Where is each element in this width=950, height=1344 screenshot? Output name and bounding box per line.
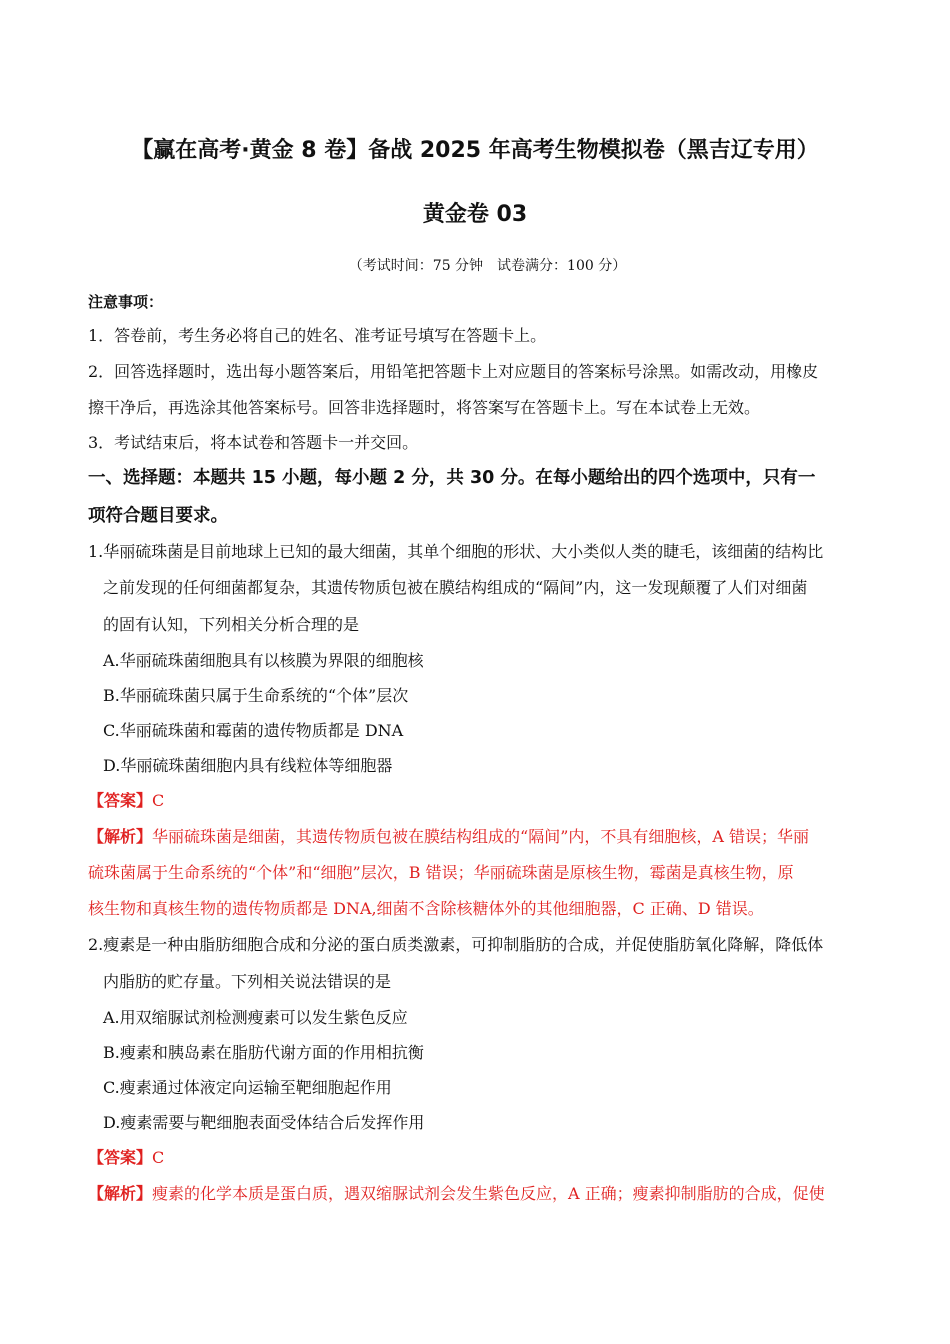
question-2-option-c: C.瘦素通过体液定向运输至靶细胞起作用 <box>103 1078 392 1097</box>
notice-item: 3．考试结束后，将本试卷和答题卡一并交回。 <box>88 433 419 452</box>
notice-item: 2．回答选择题时，选出每小题答案后，用铅笔把答题卡上对应题目的答案标号涂黑。如需改动，用橡皮 <box>88 362 819 381</box>
question-1-analysis-cont: 核生物和真核生物的遗传物质都是 DNA,细菌不含除核糖体外的其他细胞器，C 正确、D 错误。 <box>88 899 764 918</box>
question-2-option-b: B.瘦素和胰岛素在脂肪代谢方面的作用相抗衡 <box>103 1043 424 1062</box>
analysis-text: 华丽硫珠菌是细菌，其遗传物质包被在膜结构组成的“隔间”内，不具有细胞核，A 错误；华丽 <box>152 827 810 846</box>
question-2-analysis <box>88 1184 825 1204</box>
question-1-option-a: A.华丽硫珠菌细胞具有以核膜为界限的细胞核 <box>103 651 424 670</box>
exam-info: （考试时间：75 分钟 试卷满分：100 分） <box>348 258 627 274</box>
question-1-stem: 1.华丽硫珠菌是目前地球上已知的最大细菌，其单个细胞的形状、大小类似人类的睫毛，该细菌的结构比 <box>88 542 824 561</box>
page-title: 【赢在高考·黄金 8 卷】备战 2025 年高考生物模拟卷（黑吉辽专用） <box>131 138 819 163</box>
answer-value: C <box>152 791 165 810</box>
question-2-stem: 2.瘦素是一种由脂肪细胞合成和分泌的蛋白质类激素，可抑制脂肪的合成，并促使脂肪氧化降解，降低体 <box>88 935 824 954</box>
question-2-answer <box>88 1148 164 1168</box>
question-2-option-a: A.用双缩脲试剂检测瘦素可以发生紫色反应 <box>103 1008 408 1027</box>
question-1-stem: 的固有认知，下列相关分析合理的是 <box>103 615 360 634</box>
question-1-analysis <box>88 827 809 847</box>
question-2-option-d: D.瘦素需要与靶细胞表面受体结合后发挥作用 <box>103 1113 425 1132</box>
page-subtitle: 黄金卷 03 <box>422 202 528 227</box>
question-1-option-b: B.华丽硫珠菌只属于生命系统的“个体”层次 <box>103 686 409 705</box>
answer-value: C <box>152 1148 165 1167</box>
question-1-option-d: D.华丽硫珠菌细胞内具有线粒体等细胞器 <box>103 756 393 775</box>
analysis-label: 【解析】 <box>88 1184 153 1203</box>
question-1-option-c: C.华丽硫珠菌和霉菌的遗传物质都是 DNA <box>103 721 404 740</box>
analysis-text: 瘦素的化学本质是蛋白质，遇双缩脲试剂会发生紫色反应，A 正确；瘦素抑制脂肪的合成，促使 <box>152 1184 825 1203</box>
question-1-answer <box>88 791 164 811</box>
question-1-analysis-cont: 硫珠菌属于生命系统的“个体”和“细胞”层次，B 错误；华丽硫珠菌是原核生物，霉菌是真核生物，原 <box>88 863 794 882</box>
notice-heading: 注意事项： <box>88 293 164 311</box>
answer-label: 【答案】 <box>88 1148 153 1167</box>
analysis-label: 【解析】 <box>88 827 153 846</box>
question-2-stem: 内脂肪的贮存量。下列相关说法错误的是 <box>103 972 392 991</box>
section-heading-cont: 项符合题目要求。 <box>88 506 228 526</box>
answer-label: 【答案】 <box>88 791 153 810</box>
question-1-stem: 之前发现的任何细菌都复杂，其遗传物质包被在膜结构组成的“隔间”内，这一发现颠覆了人们对细菌 <box>103 578 808 597</box>
notice-item: 1．答卷前，考生务必将自己的姓名、准考证号填写在答题卡上。 <box>88 326 547 345</box>
section-heading: 一、选择题：本题共 15 小题，每小题 2 分，共 30 分。在每小题给出的四个选项中，只有一 <box>88 468 816 488</box>
notice-item: 擦干净后，再选涂其他答案标号。回答非选择题时，将答案写在答题卡上。写在本试卷上无效。 <box>88 398 761 417</box>
